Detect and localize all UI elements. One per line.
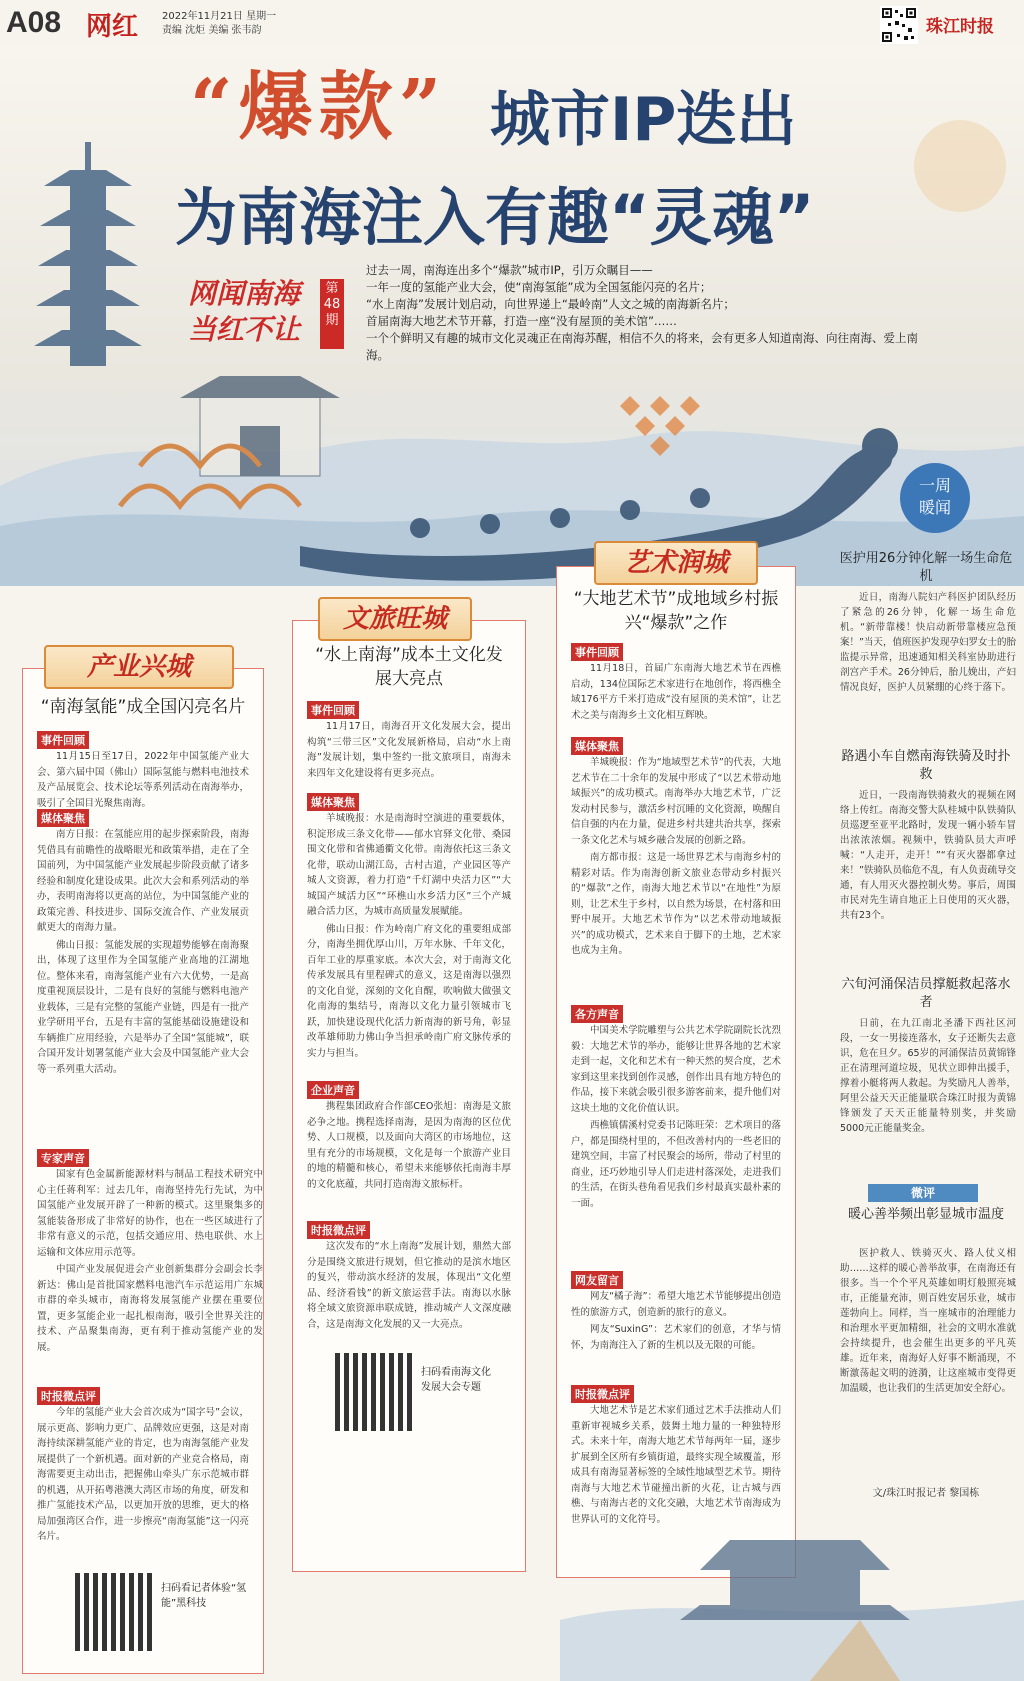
weekly-warm-news-badge: [900, 463, 970, 533]
label-review: 时报微点评: [37, 1387, 100, 1405]
dateline: [162, 10, 276, 38]
qr-code[interactable]: [335, 1353, 413, 1431]
section-banner-industry: 产业兴城: [44, 645, 234, 689]
article-title: “南海氢能”成全国闪亮名片: [40, 697, 246, 717]
label-review: 时报微点评: [571, 1385, 634, 1403]
label-event: 事件回顾: [37, 731, 89, 749]
byline: 文/珠江时报记者 黎国栋: [872, 1488, 980, 1499]
enterprise-text: 携程集团政府合作部CEO张旭：南海是文旅必争之地。携程选择南海，是因为南海的区位优势、人口规模，以及面向大湾区的市场地位，这里有充分的市场规模，文化是每一个旅游产业目的地的精髓和核心，希望未来能够依托南海丰厚的文化底蕴，共同打造南海文旅标杆。: [307, 1101, 511, 1190]
column-name-line2: 当红不让: [188, 313, 301, 346]
section-banner-art: 艺术润城: [594, 541, 758, 585]
label-media: 媒体聚焦: [571, 737, 623, 755]
pagoda-icon: [34, 142, 142, 366]
voices-text: 中国美术学院雕塑与公共艺术学院副院长沈烈毅：大地艺术节的举办，能够让世界各地的艺术家走到一起，文化和艺术有一种天然的契合度，艺术家到这里来找到创作灵感，创作出具有地方特色的作品，接下来就会吸引很多游客前来，提升他们对这块土地的文化价值认识。 西樵镇儒溪村党委书记陈旺荣：艺术项目的落户，都是围绕村里的，不但改善村内的一些老旧的建筑空间，丰富了村民聚会的场所，带动了村里的商业，还巧妙地引导人们走进村落深处，走进我们的生活，在街头巷角看见我们乡村最真实最朴素的一面。: [571, 1025, 781, 1209]
qr-caption: 扫码看南海文化发展大会专题: [421, 1367, 491, 1393]
newspaper-logo: 珠江时报: [926, 17, 994, 37]
article-culture-tourism: [292, 620, 526, 1572]
lead-line: “水上南海”发展计划启动，向世界递上“最岭南”人文之城的南海新名片；: [366, 297, 735, 311]
lead-paragraph: [366, 262, 926, 364]
headline-part1: 城市IP迭出: [490, 85, 797, 155]
label-voices: 各方声音: [571, 1005, 623, 1023]
review-text: 今年的氢能产业大会首次成为“国字号”会议，展示更高、影响力更广、品牌效应更强，这是对南海持续深耕氢能产业的肯定，也为南海氢能产业发展提供了一个新机遇。面对新的产业竞合格局，南海需要更主动出击，把握佛山牵头广东示范城市群的机遇，从开拓粤港澳大湾区市场的角度，研发和推广氢能技术产品，以更加开放的思维，更大的格局加强湾区合作，进一步擦亮“南海氢能”这一闪亮名片。: [37, 1407, 249, 1542]
pavilion-icon: [680, 1540, 910, 1620]
article-title: “水上南海”成本土文化发展大亮点: [315, 645, 503, 689]
story-title: 路遇小车自燃南海铁骑及时扑救: [841, 749, 1011, 782]
label-media: 媒体聚焦: [307, 793, 359, 811]
label-expert: 专家声音: [37, 1149, 89, 1167]
label-netizen: 网友留言: [571, 1271, 623, 1289]
story-body: 近日，一段南海铁骑救火的视频在网络上传红。南海交警大队桂城中队铁骑队员巡逻至亚平北路时，发现一辆小轿车冒出浓浓浓烟。视频中，铁骑队员大声呼喊：“人走开，走开！”“有灭火器都拿过来！”铁骑队员临危不乱，有人负责疏导交通，有人用灭火器控制火势。事后，周围市民对先生请自地正上日使用的灭火器，共有23个。: [840, 790, 1016, 921]
headline-highlight: “爆款”: [190, 64, 448, 150]
lead-line: 首届南海大地艺术节开幕，打造一座“没有屋顶的美术馆”……: [366, 314, 677, 328]
section-banner-culture: 文旅旺城: [318, 597, 472, 641]
lead-line: 过去一周，南海连出多个“爆款”城市IP，引万众瞩目——: [366, 263, 653, 277]
article-industry: [22, 668, 264, 1674]
label-media: 媒体聚焦: [37, 809, 89, 827]
story-body: 日前，在九江南北圣潘下西社区河段，一女一男接连落水，女子还断失去意识，危在旦夕。65岁的河涌保洁员黄锦锋正在清理河道垃圾，见状立即伸出援手，撑着小艇将两人救起。为奖励凡人善举，阿里公益天天正能量联合珠江时报为黄锦锋颁发了天天正能量特别奖，并奖励5000元正能量奖金。: [840, 1018, 1016, 1134]
comment-title: 暖心善举频出彰显城市温度: [847, 1207, 1004, 1222]
label-event: 事件回顾: [307, 701, 359, 719]
media-text: 羊城晚报：作为“地域型艺术节”的代表，大地艺术节在二十余年的发展中形成了“以艺术带动地域振兴”的成功模式。南海举办大地艺术节，广泛发动村民参与，激活乡村沉睡的文化资源，唤醒自信自强的内在力量，促进乡村共建共治共享，探索一条文化艺术与城乡融合发展的创新之路。 南方都市报：这是一场世界艺术与南海乡村的精彩对话。作为南海创新文旅业态带动乡村振兴的“爆款”之作，南海大地艺术节以“在地性”为原则，让艺术生于乡村，以自然为场景，在村落和田野中展开。大地艺术节作为“以艺术带动地域振兴”的成功模式，艺术来自于脚下的土地，艺术家也成为主角。: [571, 757, 781, 956]
media-text: 南方日报：在氢能应用的起步探索阶段，南海凭借具有前瞻性的战略眼光和政策举措，走在了全国前列，为中国氢能产业发展起步阶段贡献了诸多经验和制度化建设成果。此次大会和系列活动的举办，表明南海将以更高的站位，为中国氢能产业的政策完善、科技进步、国际交流合作、产业发展贡献更大的南海力量。 佛山日报：氢能发展的实现超势能够在南海聚出，体现了这里作为全国氢能产业高地的江湖地位。整体来看，南海氢能产业有六大优势，一是高度重视顶层设计，二是有良好的氢能与燃料电池产业载体，三是有完整的氢能产业链，四是有一批产业学研用平台，五是有丰富的氢能基础设施建设和车辆推广应用经验，六是举办了全国“氢能城”，联合国开发计划署氢能产业大会及中国氢能产业大会等一系列重大活动。: [37, 829, 249, 1075]
story-title: 六旬河涌保洁员撑艇救起落水者: [841, 977, 1011, 1010]
qr-code-icon: [880, 6, 918, 44]
lead-line: 一个个鲜明又有趣的城市文化灵魂正在南海苏醒，相信不久的将来，会有更多人知道南海、向往南海、爱上南海。: [366, 331, 918, 362]
sun-shape: [914, 120, 1006, 212]
event-text: 11月17日，南海召开文化发展大会，提出构筑“三带三区”文化发展新格局，启动“水上南海”发展计划，集中签约一批文旅项目，南海未来四年文化建设将有更多亮点。: [307, 721, 511, 779]
date: 2022年11月21日 星期一: [162, 11, 277, 22]
qr-code[interactable]: [75, 1573, 153, 1651]
review-text: 这次发布的“水上南海”发展计划，鼎然大部分是围绕文旅进行规划，但它推动的是滨水地区的复兴，带动滨水经济的发展，体现出“文化塑品、经济看钱”的新文旅运营手法。南海以水脉将全域文旅资源串联成链，推动城产人文深度融合，这是南海文化发展的又一大亮点。: [307, 1241, 511, 1330]
netizen-text: 网友“橘子海”：希望大地艺术节能够提出创造性的旅游方式，创造新的旅行的意义。 网友“SuxinG”：艺术家们的创意，才华与情怀，为南海注入了新的生机以及无限的可能。: [571, 1291, 781, 1351]
article-title: “大地艺术节”成地域乡村振兴“爆款”之作: [573, 589, 779, 633]
label-enterprise: 企业声音: [307, 1081, 359, 1099]
page-number: A08: [6, 6, 62, 39]
event-text: 11月18日，首届广东南海大地艺术节在西樵启动，134位国际艺术家进行在地创作，将西樵全域176平方千米打造成“没有屋顶的美术馆”，让艺术之美与南海乡土文化相互辉映。: [571, 663, 781, 721]
label-review: 时报微点评: [307, 1221, 370, 1239]
comment-body: 医护救人、铁骑灭火、路人仗义相助……这样的暖心善举故事，在南海还有很多。当一个个平凡英雄如明灯般照亮城市，正能量充沛，则百姓安居乐业，城市莲勃向上。同样，当一座城市的治理能力和治理水平更加精细，社会的文明水准就会持续提升，也会催生出更多的平凡英雄。近年来，南海好人好事不断涌现，不断激荡起文明的涟漪，让这座城市变得更加温暖，也让我们的生活更加安全舒心。: [840, 1248, 1016, 1394]
issue-badge: 第48期: [320, 279, 344, 349]
comment-label: 微评: [868, 1184, 978, 1202]
pavilion-illustration: [560, 1500, 1024, 1681]
qr-caption: 扫码看记者体验“氢能”黑科技: [161, 1583, 247, 1609]
badge-line: 一周: [918, 476, 951, 495]
expert-text: 国家有色金属新能源材料与制品工程技术研究中心主任蒋利军：过去几年，南海坚持先行先试，为中国氢能产业发展开辟了一种新的模式。这里聚集多的氢能装备形成了非常好的协作，也在一些区域进行了非常有意义的示范，包括交通应用、热电联供、水上运输和文体应用示范等。 中国产业发展促进会产业创新集群分会副会长李新达：佛山是首批国家燃料电池汽车示范运用广东城市群的牵头城市，南海将发展氢能产业摆在重要位置，更多氢能企业一起扎根南海，吸引全世界关注的技术、产品聚集南海，更有利于推动氢能产业的发展。: [37, 1169, 263, 1353]
story-title: 医护用26分钟化解一场生命危机: [839, 551, 1013, 584]
story-body: 近日，南海八院妇产科医护团队经历了紧急的26分钟，化解一场生命危机。“新带靠楼！快启动新带靠楼应急预案！”当天，值班医护发现孕妇罗女士的胎监提示异常，迅速通知相关科室协助进行剖宫产手术。26分钟后，胎儿娩出，产妇情况良好，医护人员紧绷的心终于落下。: [840, 592, 1016, 693]
editors: 责编 沈炬 美编 张韦韵: [162, 25, 262, 36]
headline-line2: 为南海注入有趣“灵魂”: [175, 181, 815, 254]
badge-line: 暖闻: [918, 498, 951, 517]
column-name: [188, 276, 300, 348]
column-name-line1: 网闻南海: [188, 277, 301, 310]
lead-line: 一年一度的氢能产业大会，使“南海氢能”成为全国氢能闪亮的名片；: [366, 280, 712, 294]
media-text: 羊城晚报：水是南海时空演进的重要载体，积淀形成三条文化带——郁水官驿文化带、桑园围文化带和省佛通衢文化带。南海依托这三条文化带，联动山湖江岛，古村古道，产业园区等产城人文资源，着力打造“千灯湖中央活力区”“大城国产城活力区”“环樵山水乡活力区”三个产城融合活力区，为城市高质量发展赋能。 佛山日报：作为岭南广府文化的重要组成部分，南海坐拥优厚山川，万年水脉、千年文化，百年工业的厚重家底。本次大会，对于南海文化传承发展具有里程碑式的意义，这是南海以强烈的文化自觉，深刻的文化自醒，吹响做大做强文化南海的集结号，南海以文化力量引领城市飞跃，加快建设现代化活力新南海的新号角，彰显改革雄师助力佛山争当担承岭南广府文脉传承的实力与担当。: [307, 813, 511, 1059]
article-art: [556, 566, 796, 1578]
review-text: 大地艺术节是艺术家们通过艺术手法推动人们重新审视城乡关系，鼓舞土地力量的一种独特形式。未来十年，南海大地艺术节每两年一届，逐步扩展到全区所有乡镇街道，最终实现全域覆盖，形成具有南海显著标签的全域性地域型艺术节。期待南海与大地艺术节碰撞出新的火花，让古城与西樵、与南海古老的文化交融，大地艺术节南海成为世界认可的文化符号。: [571, 1405, 781, 1525]
event-text: 11月15日至17日，2022年中国氢能产业大会、第六届中国（佛山）国际氢能与燃料电池技术及产品展览会、技术论坛等系列活动在南海举办，吸引了全国目光聚焦南海。: [37, 751, 249, 809]
section-name: 网红: [86, 12, 139, 42]
page-header: [0, 0, 1024, 46]
label-event: 事件回顾: [571, 643, 623, 661]
